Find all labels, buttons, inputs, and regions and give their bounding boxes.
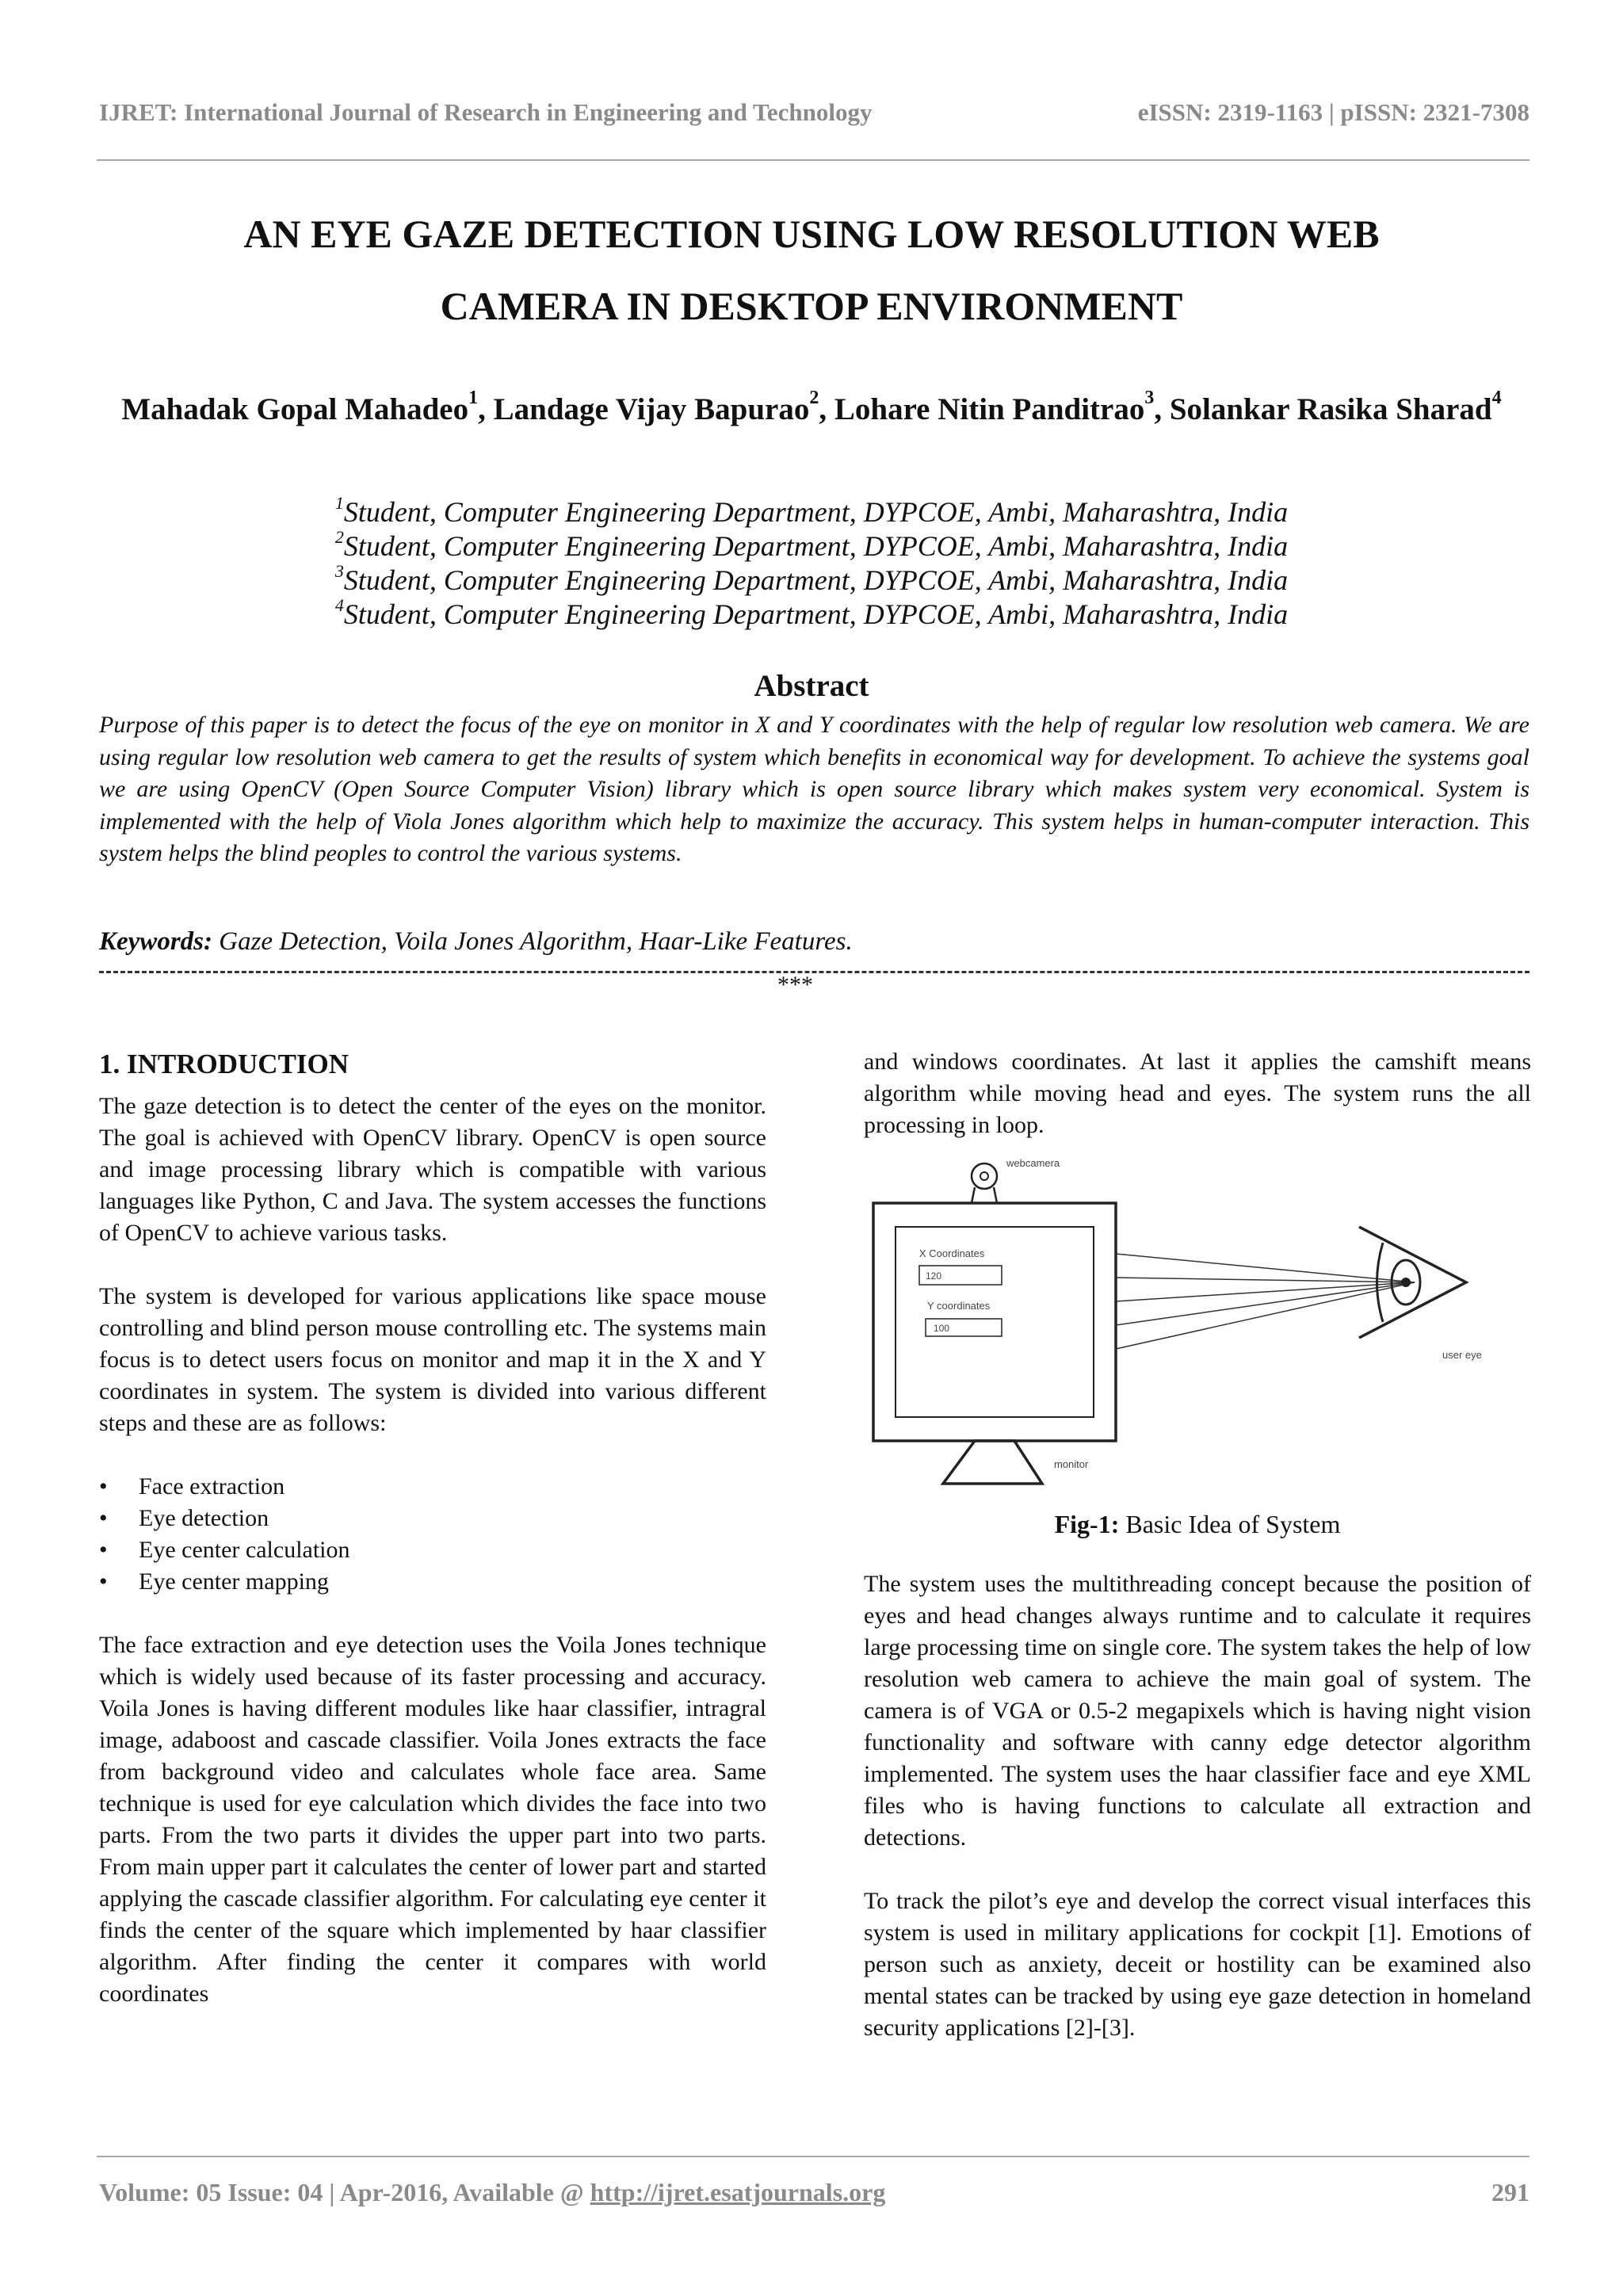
author: Landage Vijay Bapurao$^2$, — [493, 388, 834, 426]
webcam-lens-icon — [980, 1172, 988, 1180]
footer-rule — [97, 2156, 1529, 2157]
affiliation: $^1$Student, Computer Engineering Department, DYPCOE, Ambi, Maharashtra, India — [334, 493, 1289, 528]
paper-title — [119, 198, 1504, 342]
journal-url-link[interactable]: http://ijret.esatjournals.org — [590, 2178, 886, 2206]
intro-paragraph-3: The face extraction and eye detection uses the Voila Jones technique which is widely used because of its faster processing and accuracy. Voila Jones is having different modules like haar classifier, intragral image, adaboost and cascade classifier. Voila Jones extracts the face from background video and calculates whole face area. Same technique is used for eye calculation which divides the face into two parts. From the two parts it divides the upper part into two parts. From main upper part it calculates the center of lower part and started applying the cascade classifier algorithm. For calculating eye center it finds the center of the square which implemented by haar classifier algorithm. After finding the center it compares with world coordinates — [99, 1632, 766, 2007]
author: Lohare Nitin Panditrao$^3$, — [834, 388, 1170, 426]
running-footer — [99, 2178, 1529, 2214]
keywords-text: Gaze Detection, Voila Jones Algorithm, Haar-Like Features. — [212, 927, 853, 956]
bullet-icon: • — [99, 1568, 108, 1595]
bullet-icon: • — [99, 1473, 108, 1499]
keywords — [99, 927, 1529, 957]
author: Solankar Rasika Sharad$^4$ — [1169, 388, 1502, 426]
affiliation: $^3$Student, Computer Engineering Department, DYPCOE, Ambi, Maharashtra, India — [334, 561, 1289, 596]
header-rule — [97, 159, 1529, 161]
figure-caption — [864, 1508, 1531, 1540]
gaze-line — [1116, 1282, 1415, 1325]
list-item: • Eye detection — [99, 1503, 766, 1534]
affiliations — [158, 495, 1465, 632]
footer-volume: Volume: 05 Issue: 04 | Apr-2016, Available @ http://ijret.esatjournals.org — [99, 2178, 886, 2206]
keywords-label: Keywords: — [99, 927, 212, 956]
intro-paragraph-1: The gaze detection is to detect the center of the eyes on the monitor. The goal is achieved with OpenCV library. OpenCV is open source and image processing library which is compatible with various languages like Python, C and Java. The system accesses the functions of OpenCV to achieve various tasks. — [99, 1093, 766, 1246]
divider-stars: *** — [773, 973, 818, 997]
steps-list — [99, 1471, 766, 1598]
system-diagram — [864, 1151, 1531, 1511]
bullet-icon: • — [99, 1537, 108, 1563]
running-header — [99, 98, 1529, 133]
x-coordinates-value: 120 — [926, 1270, 942, 1282]
list-item: • Eye center mapping — [99, 1566, 766, 1598]
figure-caption-text: Basic Idea of System — [1119, 1510, 1341, 1538]
section-heading-introduction: 1. INTRODUCTION — [99, 1049, 349, 1079]
webcam-label: webcamera — [1006, 1157, 1060, 1169]
journal-name: IJRET: International Journal of Research in Engineering and Technology — [99, 98, 873, 126]
page-number: 291 — [1491, 2178, 1529, 2206]
abstract-text: Purpose of this paper is to detect the focus of the eye on monitor in X and Y coordinates with the help of regular low resolution web camera. We are using regular low resolution web camera to get the results of system which benefits in economical way for development. To achieve the systems goal we are using OpenCV (Open Source Computer Vision) library which is open source library which makes system very economical. System is implemented with the help of Viola Jones algorithm which help to maximize the accuracy. This system helps in human-computer interaction. This system helps the blind peoples to control the various systems. — [99, 712, 1529, 866]
issn: eISSN: 2319-1163 | pISSN: 2321-7308 — [1137, 98, 1529, 126]
monitor-label: monitor — [1054, 1458, 1089, 1470]
y-coordinates-label: Y coordinates — [927, 1300, 991, 1312]
right-paragraph-0: and windows coordinates. At last it applies the camshift means algorithm while moving head and eyes. The system runs the all processing in loop. — [864, 1049, 1531, 1138]
left-column — [99, 1046, 766, 2042]
intro-paragraph-2: The system is developed for various applications like space mouse controlling and blind person mouse controlling etc. The systems main focus is to detect users focus on monitor and map it in the X and Y coordinates in system. The system is divided into various different steps and these are as follows: — [99, 1283, 766, 1436]
right-paragraph-2: To track the pilot’s eye and develop the correct visual interfaces this system is used in military applications for cockpit [1]. Emotions of person such as anxiety, deceit or hostility can be examined also mental states can be tracked by using eye gaze detection in homeland security applications [2]-[3]. — [864, 1888, 1531, 2041]
webcam-stand-right — [994, 1187, 997, 1203]
author-list — [119, 376, 1504, 443]
monitor-stand — [943, 1441, 1042, 1484]
figure-basic-idea — [864, 1151, 1531, 1511]
y-coordinates-value: 100 — [934, 1323, 950, 1334]
title-line-2: CAMERA IN DESKTOP ENVIRONMENT — [440, 284, 1183, 328]
list-item: • Eye center calculation — [99, 1534, 766, 1566]
affiliation: $^4$Student, Computer Engineering Department, DYPCOE, Ambi, Maharashtra, India — [334, 595, 1289, 630]
bullet-icon: • — [99, 1505, 108, 1531]
figure-caption-label: Fig-1: — [1054, 1510, 1120, 1538]
user-eye-label: user eye — [1442, 1349, 1482, 1361]
abstract-heading: Abstract — [754, 669, 869, 703]
webcam-icon — [972, 1163, 997, 1189]
eye-pupil-icon — [1401, 1278, 1411, 1287]
right-paragraph-1: The system uses the multithreading concept because the position of eyes and head changes always runtime and to calculate it requires large processing time on single core. The system takes the help of low resolution web camera to achieve the main goal of system. The camera is of VGA or 0.5-2 megapixels which is having night vision functionality and software with canny edge detector algorithm implemented. The system uses the haar classifier face and eye XML files who is having functions to calculate all extraction and detections. — [864, 1571, 1531, 1851]
list-item: • Face extraction — [99, 1471, 766, 1503]
title-line-1: AN EYE GAZE DETECTION USING LOW RESOLUTION WEB — [243, 212, 1380, 256]
author: Mahadak Gopal Mahadeo$^1$, — [121, 388, 494, 426]
webcam-stand-left — [972, 1187, 975, 1203]
x-coordinates-label: X Coordinates — [919, 1247, 985, 1259]
affiliation: $^2$Student, Computer Engineering Department, DYPCOE, Ambi, Maharashtra, India — [334, 527, 1289, 562]
right-column — [864, 1046, 1531, 2076]
